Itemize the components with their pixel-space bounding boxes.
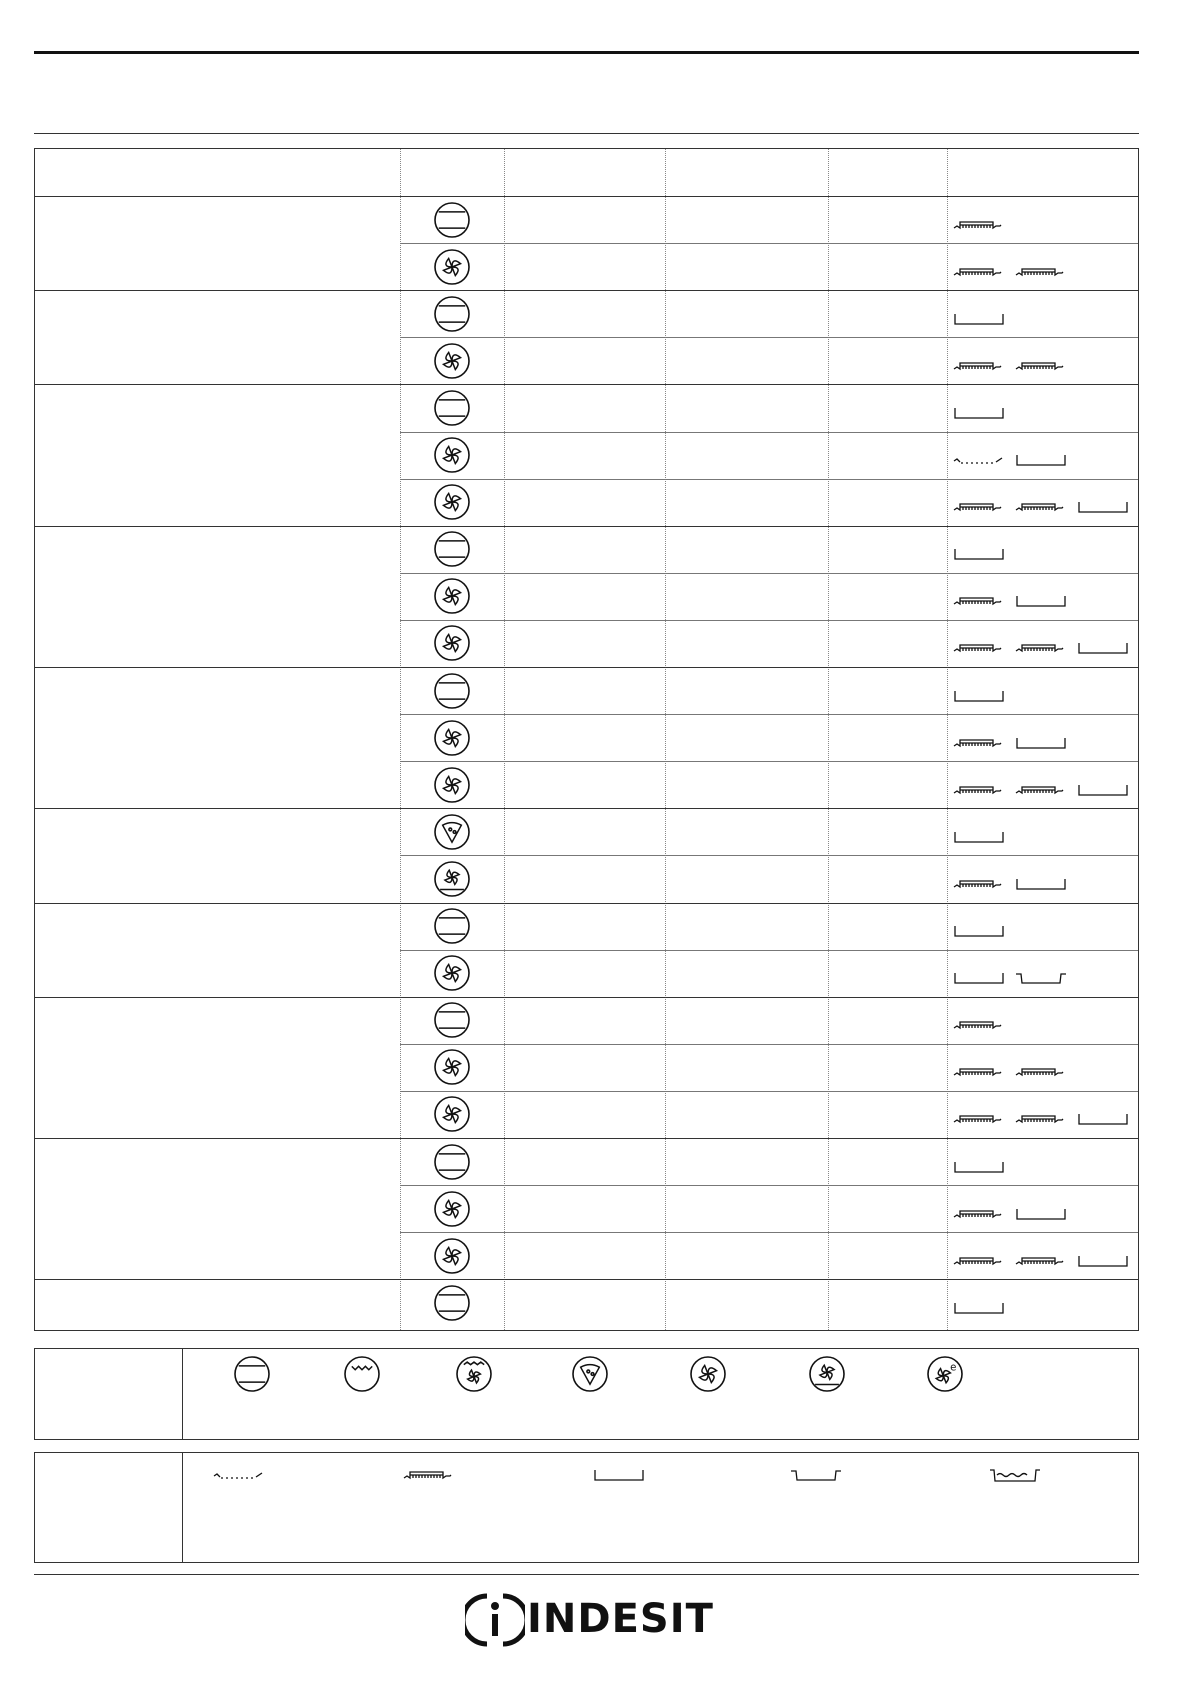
row-divider <box>400 243 1138 244</box>
row-divider <box>400 1232 1138 1233</box>
row-divider <box>35 290 1138 291</box>
drip-tray-icon <box>790 1468 842 1484</box>
fan-bottom-icon <box>433 860 471 898</box>
grill-rack-icon <box>953 218 1005 234</box>
fan-icon <box>433 436 471 474</box>
baking-tray-icon <box>1015 877 1067 893</box>
fan-icon <box>433 483 471 521</box>
baking-tray-icon <box>593 1468 645 1484</box>
grill-rack-icon <box>953 1254 1005 1270</box>
fan-icon <box>689 1355 727 1393</box>
row-divider <box>400 714 1138 715</box>
baking-tray-icon <box>953 406 1005 422</box>
baking-tray-icon <box>953 547 1005 563</box>
brand-name: INDESIT <box>527 1596 714 1642</box>
footer-rule <box>34 1574 1139 1575</box>
row-divider <box>35 196 1138 197</box>
row-divider <box>400 1044 1138 1045</box>
baking-tray-icon <box>1077 1112 1129 1128</box>
column-divider <box>665 149 666 1330</box>
row-divider <box>35 903 1138 904</box>
row-divider <box>35 667 1138 668</box>
fan-icon <box>433 719 471 757</box>
row-divider <box>400 1185 1138 1186</box>
baking-tray-icon <box>1077 1254 1129 1270</box>
baking-tray-icon <box>953 689 1005 705</box>
grill-rack-icon <box>953 736 1005 752</box>
column-divider <box>504 149 505 1330</box>
row-divider <box>35 808 1138 809</box>
fan-icon <box>433 624 471 662</box>
baking-tray-icon <box>953 1160 1005 1176</box>
grill-rack-icon <box>953 783 1005 799</box>
grill-rack-icon <box>953 1207 1005 1223</box>
fan-icon <box>433 577 471 615</box>
fan-icon <box>433 248 471 286</box>
grill-rack-icon <box>1015 265 1067 281</box>
baking-tray-icon <box>1077 783 1129 799</box>
baking-tray-icon <box>953 830 1005 846</box>
row-divider <box>35 997 1138 998</box>
baking-tray-icon <box>1015 1207 1067 1223</box>
static-icon <box>433 201 471 239</box>
row-divider <box>400 337 1138 338</box>
fan-icon <box>433 1190 471 1228</box>
cooking-table <box>34 148 1139 1331</box>
top-rule <box>34 51 1139 54</box>
svg-text:e: e <box>950 1362 957 1374</box>
fan-grill-icon <box>455 1355 493 1393</box>
grill-rack-icon <box>953 500 1005 516</box>
row-divider <box>400 573 1138 574</box>
fan-icon <box>433 1048 471 1086</box>
grill-rack-icon <box>1015 500 1067 516</box>
wire-shelf-icon <box>953 453 1005 469</box>
row-divider <box>400 855 1138 856</box>
grill-rack-icon <box>1015 1254 1067 1270</box>
baking-tray-icon <box>953 1301 1005 1317</box>
header-rule <box>34 133 1139 134</box>
static-icon <box>433 389 471 427</box>
static-icon <box>433 672 471 710</box>
static-icon <box>433 1284 471 1322</box>
static-icon <box>233 1355 271 1393</box>
row-divider <box>35 1279 1138 1280</box>
row-divider <box>400 761 1138 762</box>
drip-tray-icon <box>1015 971 1067 987</box>
static-icon <box>433 1001 471 1039</box>
column-divider <box>947 149 948 1330</box>
indesit-logo-icon <box>465 1590 525 1650</box>
grill-wave-icon <box>343 1355 381 1393</box>
baking-tray-icon <box>1077 641 1129 657</box>
grill-rack-icon <box>953 1018 1005 1034</box>
fan-icon <box>433 954 471 992</box>
grill-rack-icon <box>953 1065 1005 1081</box>
accessories-legend-box <box>34 1452 1139 1563</box>
fan-icon <box>433 1095 471 1133</box>
static-icon <box>433 907 471 945</box>
baking-tray-icon <box>1015 453 1067 469</box>
row-divider <box>35 1138 1138 1139</box>
functions-legend-box <box>34 1348 1139 1440</box>
static-icon <box>433 1143 471 1181</box>
row-divider <box>35 526 1138 527</box>
grill-rack-icon <box>953 1112 1005 1128</box>
fan-bottom-icon <box>808 1355 846 1393</box>
grill-rack-icon <box>1015 359 1067 375</box>
pizza-icon <box>571 1355 609 1393</box>
grill-rack-icon <box>1015 1112 1067 1128</box>
grill-rack-icon <box>953 359 1005 375</box>
column-divider <box>400 149 401 1330</box>
row-divider <box>35 384 1138 385</box>
baking-tray-icon <box>953 312 1005 328</box>
fan-icon <box>433 342 471 380</box>
grill-rack-icon <box>403 1468 455 1484</box>
row-divider <box>400 479 1138 480</box>
grill-rack-icon <box>953 877 1005 893</box>
row-divider <box>400 620 1138 621</box>
baking-tray-icon <box>1077 500 1129 516</box>
pizza-icon <box>433 813 471 851</box>
baking-tray-icon <box>953 971 1005 987</box>
grill-rack-icon <box>953 265 1005 281</box>
grill-rack-icon <box>1015 641 1067 657</box>
baking-tray-icon <box>953 924 1005 940</box>
grill-rack-icon <box>953 641 1005 657</box>
baking-tray-icon <box>1015 736 1067 752</box>
static-icon <box>433 530 471 568</box>
row-divider <box>400 432 1138 433</box>
eco-fan-icon <box>926 1355 964 1393</box>
static-icon <box>433 295 471 333</box>
row-divider <box>400 950 1138 951</box>
water-tray-icon <box>989 1468 1041 1484</box>
column-divider <box>828 149 829 1330</box>
grill-rack-icon <box>1015 1065 1067 1081</box>
fan-icon <box>433 1237 471 1275</box>
row-divider <box>400 1091 1138 1092</box>
fan-icon <box>433 766 471 804</box>
brand-logo <box>465 1590 725 1650</box>
baking-tray-icon <box>1015 594 1067 610</box>
grill-rack-icon <box>1015 783 1067 799</box>
grill-rack-icon <box>953 594 1005 610</box>
wire-shelf-icon <box>213 1468 265 1484</box>
